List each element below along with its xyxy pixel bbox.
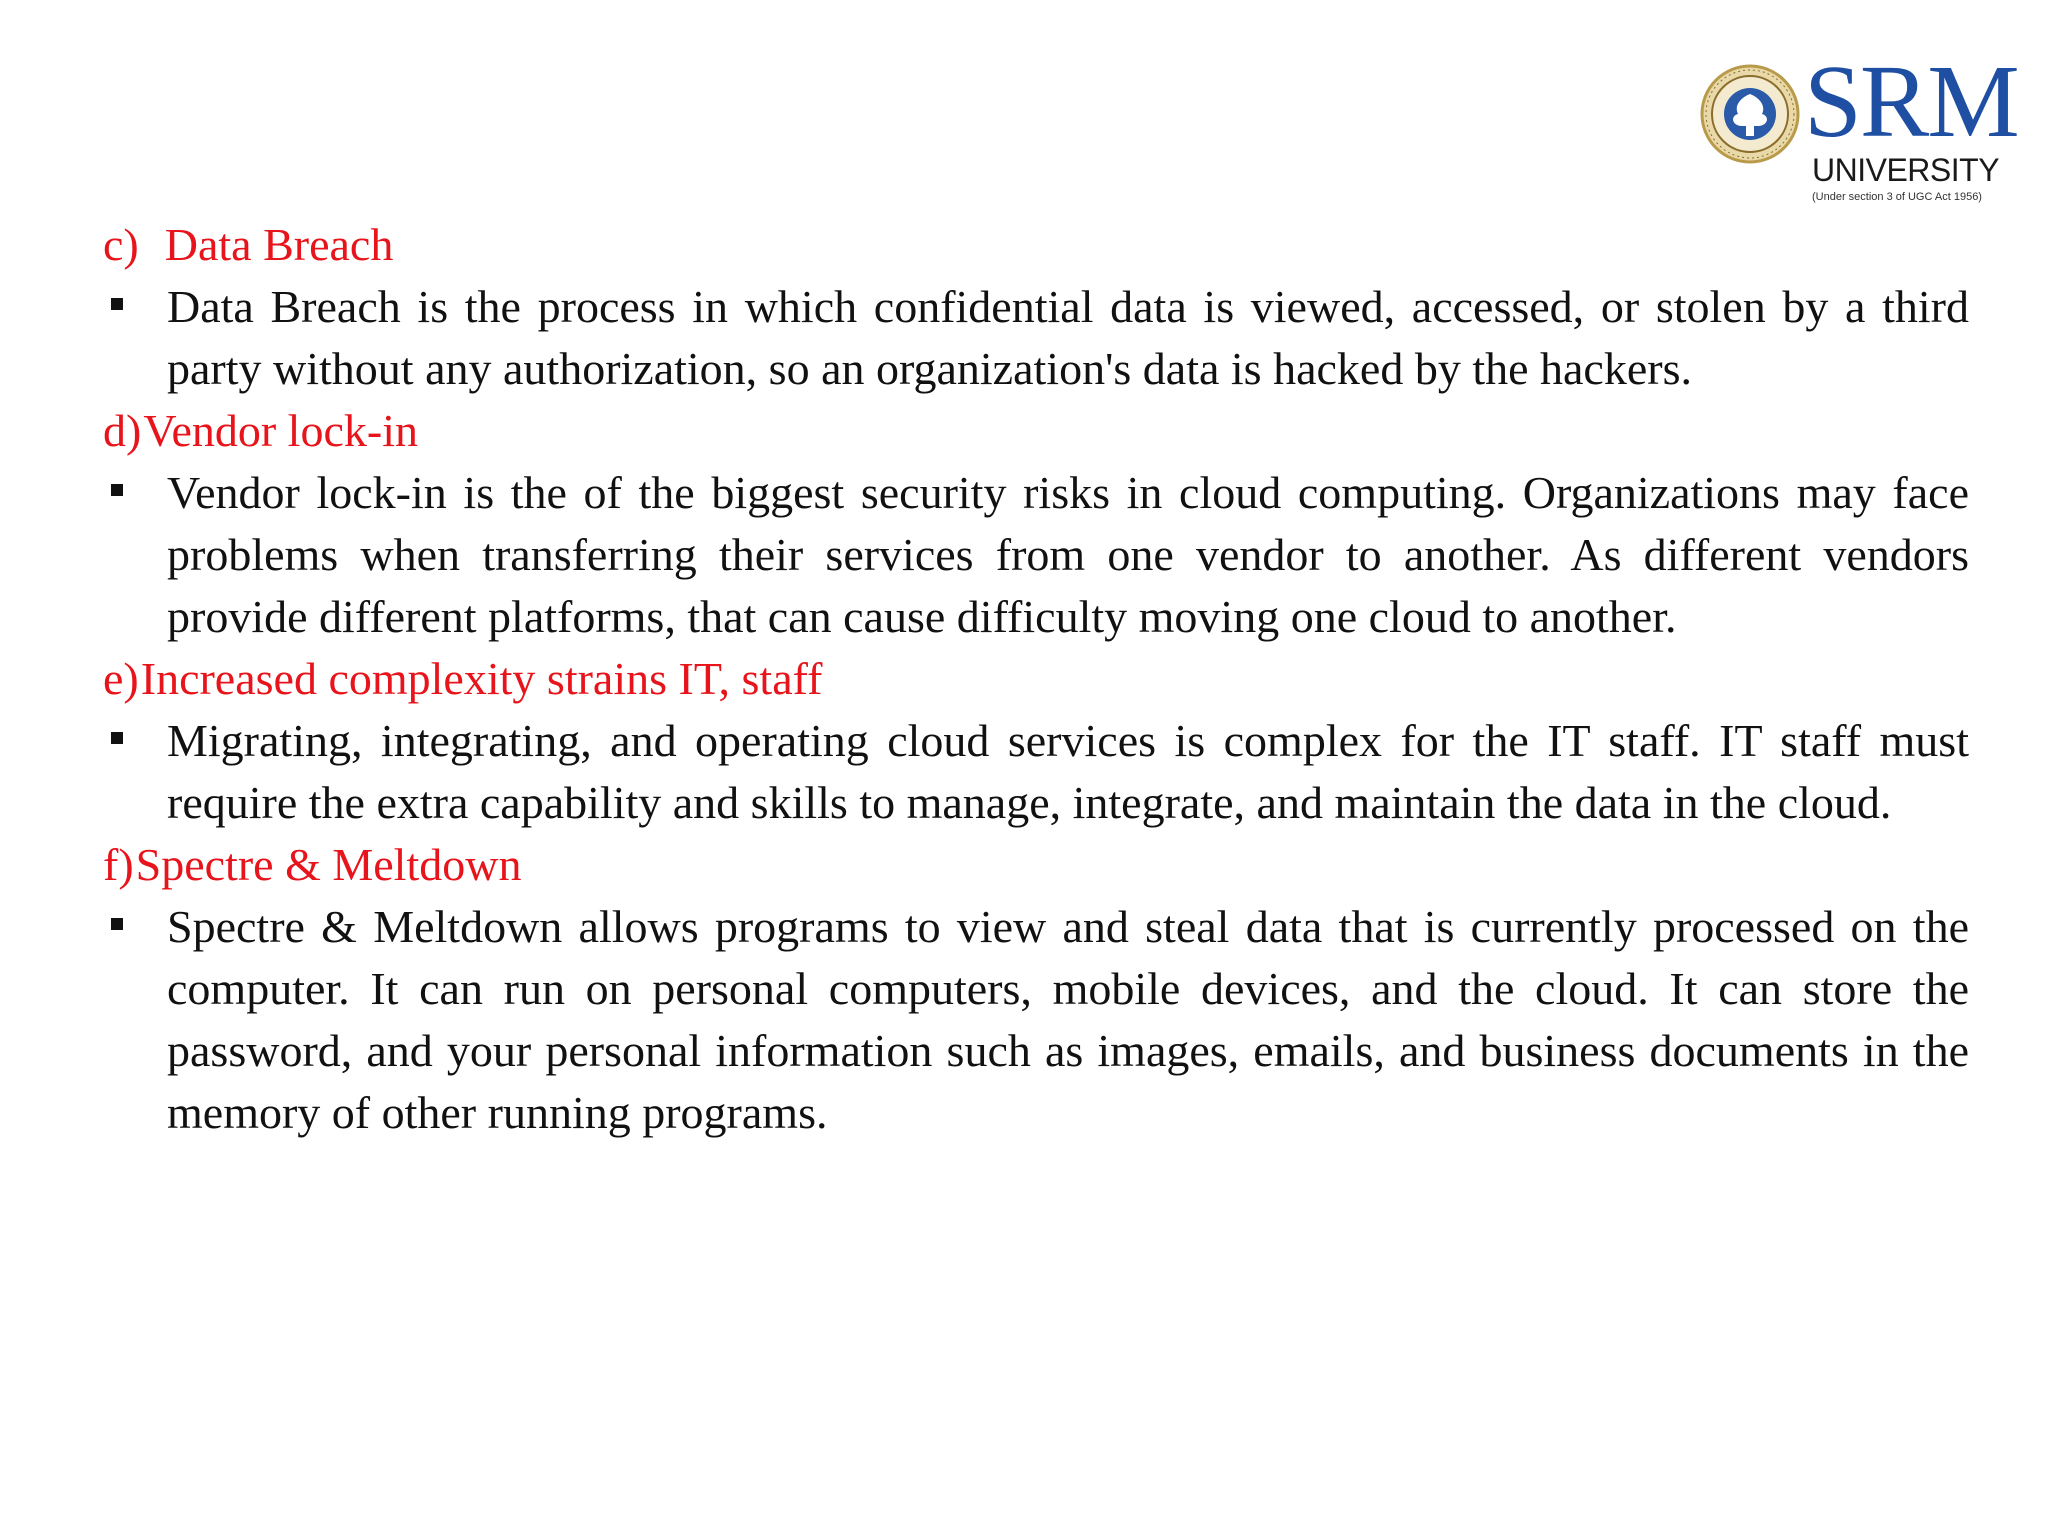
square-bullet-icon (111, 484, 123, 496)
section-title: Increased complexity strains IT, staff (140, 653, 823, 704)
section-heading-increased-complexity (103, 648, 1969, 710)
srm-university-logo (1700, 44, 2018, 208)
square-bullet-icon (111, 298, 123, 310)
bullet-item-vendor-lock-in (103, 462, 1969, 648)
section-letter: d) (103, 405, 142, 456)
logo-note: (Under section 3 of UGC Act 1956) (1812, 191, 1982, 203)
section-heading-data-breach (103, 214, 1969, 276)
bullet-text: Spectre & Meltdown allows programs to view and steal data that is currently processed on the computer. It can run on personal computers, mobile devices, and the cloud. It can store the password, and your personal information such as images, emails, and business documents in the memory of other running programs. (167, 901, 1969, 1138)
section-title: Data Breach (164, 219, 394, 270)
bullet-item-increased-complexity (103, 710, 1969, 834)
square-bullet-icon (111, 732, 123, 744)
section-letter: c) (103, 219, 139, 270)
bullet-item-spectre-meltdown (103, 896, 1969, 1144)
logo-wordmark: SRM (1804, 44, 2018, 159)
section-title: Spectre & Meltdown (135, 839, 522, 890)
section-letter: e) (103, 653, 139, 704)
section-title: Vendor lock-in (143, 405, 418, 456)
bullet-text: Vendor lock-in is the of the biggest security risks in cloud computing. Organizations may face problems when transferring their services from one vendor to another. As different vendors provide different platforms, that can cause difficulty moving one cloud to another. (167, 467, 1969, 642)
section-heading-vendor-lock-in (103, 400, 1969, 462)
bullet-text: Migrating, integrating, and operating cloud services is complex for the IT staff. IT staff must require the extra capability and skills to manage, integrate, and maintain the data in the cloud. (167, 715, 1969, 828)
section-heading-spectre-meltdown (103, 834, 1969, 896)
square-bullet-icon (111, 918, 123, 930)
bullet-text: Data Breach is the process in which confidential data is viewed, accessed, or stolen by a third party without any authorization, so an organization's data is hacked by the hackers. (167, 281, 1969, 394)
bullet-item-data-breach (103, 276, 1969, 400)
university-seal-icon (1700, 64, 1800, 164)
logo-subtitle: UNIVERSITY (1812, 152, 2000, 188)
section-letter: f) (103, 839, 134, 890)
slide-content (103, 214, 1969, 1144)
